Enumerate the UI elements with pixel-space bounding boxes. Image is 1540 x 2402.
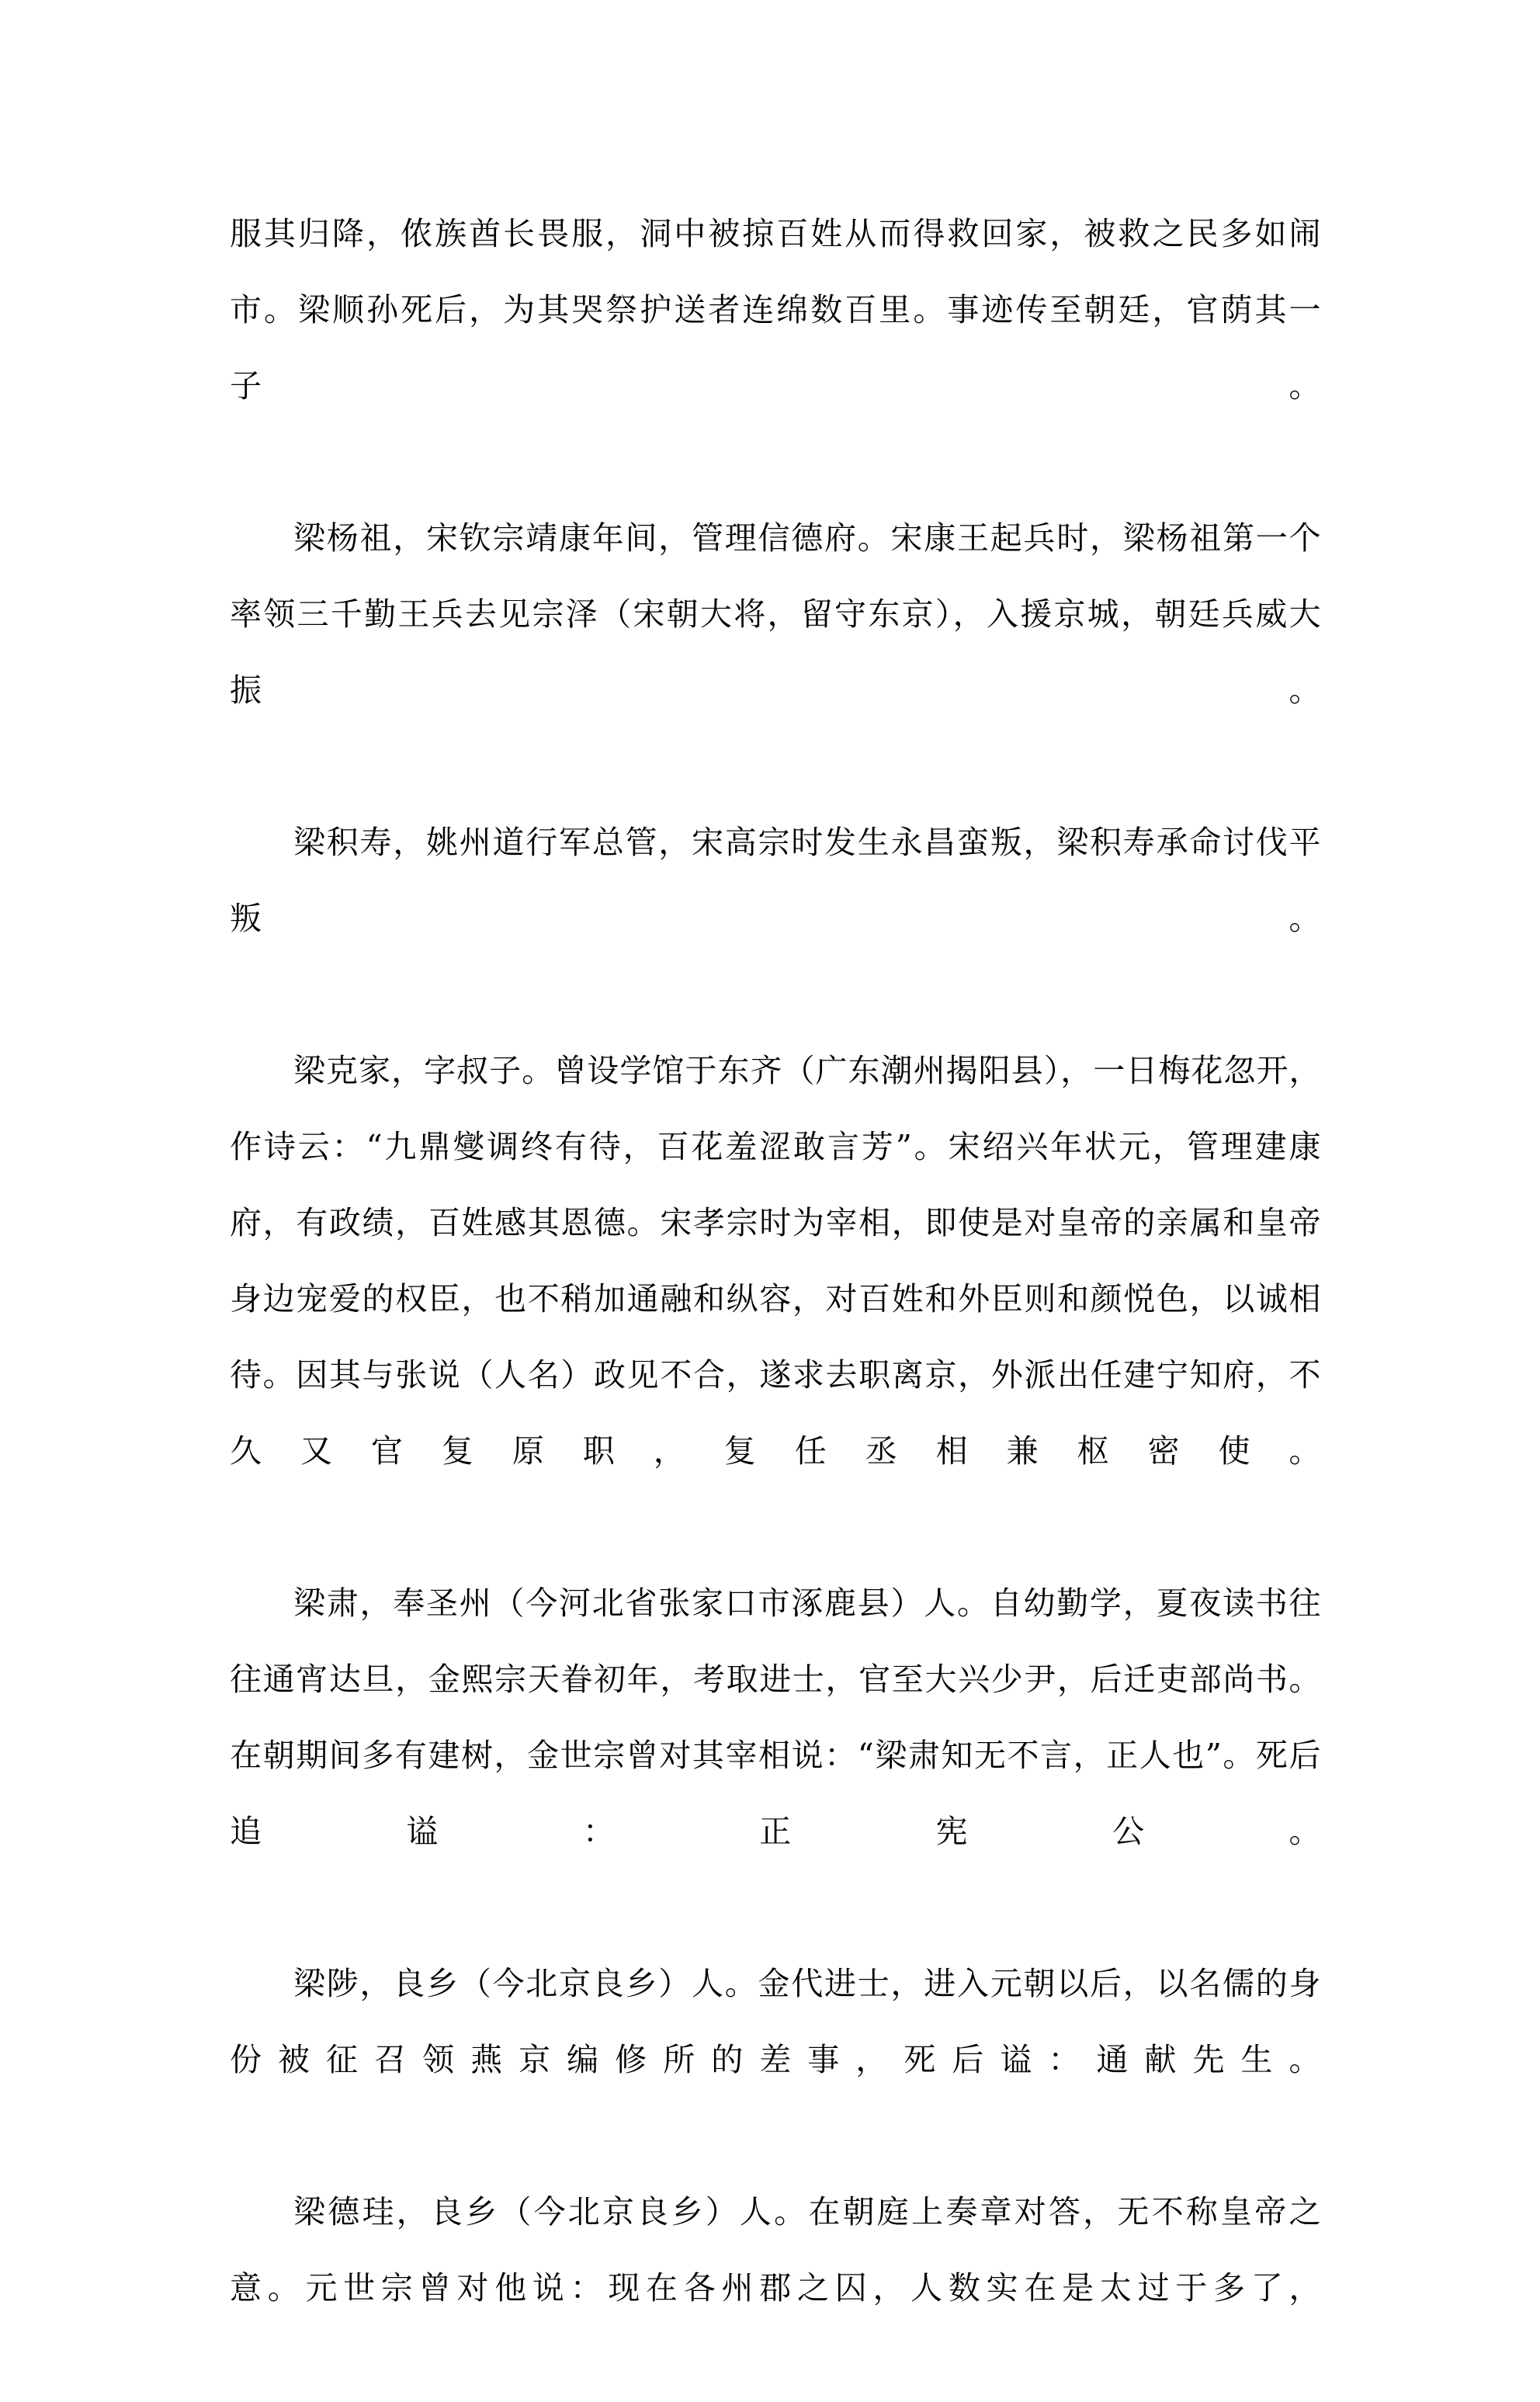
paragraph-liang-kejia: 梁克家，字叔子。曾设学馆于东齐（广东潮州揭阳县），一日梅花忽开，作诗云：“九鼎燮调终有待，百花羞涩敢言芳”。宋绍兴年状元，管理建康府，有政绩，百姓感其恩德。宋孝宗时为宰相，即使是对皇帝的亲属和皇帝身边宠爱的权臣，也不稍加通融和纵容，对百姓和外臣则和颜悦色，以诚相待。因其与张说（人名）政见不合，遂求去职离京，外派出任建宁知府，不久又官复原职，复任丞相兼枢密使。 <box>230 1052 1321 1470</box>
paragraph-liang-degui: 梁德珪，良乡（今北京良乡）人。在朝庭上奏章对答，无不称皇帝之意。元世宗曾对他说：现在各州郡之囚，人数实在是太过于多了， <box>230 2193 1321 2307</box>
paragraph-liang-jishou: 梁积寿，姚州道行军总管，宋高宗时发生永昌蛮叛，梁积寿承命讨伐平叛。 <box>230 824 1321 937</box>
page-text-body <box>230 196 1321 2402</box>
paragraph-liang-zhi: 梁陟，良乡（今北京良乡）人。金代进士，进入元朝以后，以名儒的身份被征召领燕京编修所的差事，死后谥：通献先生。 <box>230 1965 1321 2078</box>
paragraph-liang-yangzu: 梁杨祖，宋钦宗靖康年间，管理信德府。宋康王起兵时，梁杨祖第一个率领三千勤王兵去见宗泽（宋朝大将，留守东京），入援京城，朝廷兵威大振。 <box>230 519 1321 709</box>
paragraph-liang-su: 梁肃，奉圣州（今河北省张家口市涿鹿县）人。自幼勤学，夏夜读书往往通宵达旦，金熙宗天眷初年，考取进士，官至大兴少尹，后迁吏部尚书。在朝期间多有建树，金世宗曾对其宰相说：“梁肃知无不言，正人也”。死后追谥：正宪公。 <box>230 1585 1321 1850</box>
paragraph-liang-shunsun-tail: 服其归降，侬族酋长畏服，洞中被掠百姓从而得救回家，被救之民多如闹市。梁顺孙死后，为其哭祭护送者连绵数百里。事迹传至朝廷，官荫其一子。 <box>230 215 1321 404</box>
